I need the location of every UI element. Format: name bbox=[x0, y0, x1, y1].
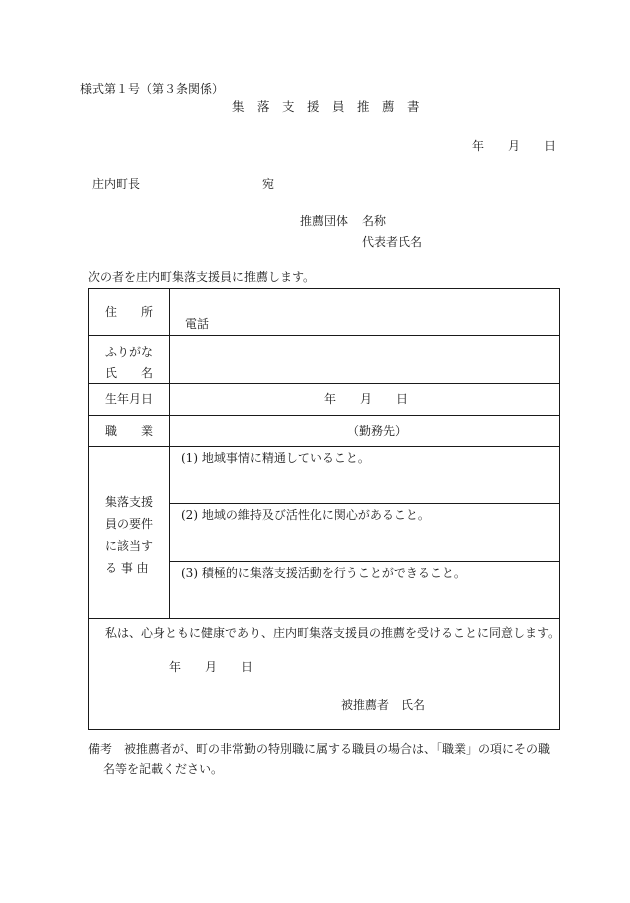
row-divider bbox=[169, 561, 559, 562]
row-divider bbox=[89, 618, 559, 619]
form-number: 様式第１号（第３条関係） bbox=[80, 82, 225, 96]
row-divider bbox=[169, 503, 559, 504]
consent-day: 日 bbox=[241, 660, 254, 674]
birth-day: 日 bbox=[396, 392, 409, 406]
furigana-label: ふりがな bbox=[105, 345, 154, 359]
recommender-org-label: 推薦団体 bbox=[300, 214, 349, 228]
addressee-name: 庄内町長 bbox=[92, 177, 141, 191]
column-divider bbox=[169, 289, 170, 618]
consent-statement: 私は、心身ともに健康であり、庄内町集落支援員の推薦を受けることに同意します。 bbox=[105, 626, 561, 640]
address-label: 住 所 bbox=[105, 305, 154, 319]
nominee-label: 被推薦者 bbox=[341, 698, 390, 712]
nominee-name-label: 氏名 bbox=[401, 698, 426, 712]
workplace-label: （勤務先） bbox=[347, 424, 408, 438]
row-divider bbox=[89, 415, 559, 416]
recommender-rep-label: 代表者氏名 bbox=[362, 235, 423, 249]
name-label: 氏 名 bbox=[105, 366, 154, 380]
remarks-line-2: 名等を記載ください。 bbox=[103, 762, 224, 776]
row-divider bbox=[89, 446, 559, 447]
consent-month: 月 bbox=[205, 660, 218, 674]
requirement-label-line: る 事 由 bbox=[105, 561, 149, 575]
requirement-label-line: 員の要件 bbox=[105, 517, 154, 531]
job-label: 職 業 bbox=[105, 424, 154, 438]
remarks bbox=[88, 739, 568, 779]
date-day: 日 bbox=[544, 139, 557, 153]
birth-label: 生年月日 bbox=[105, 392, 154, 406]
date-year: 年 bbox=[472, 139, 485, 153]
document-title: 集 落 支 援 員 推 薦 書 bbox=[232, 99, 420, 114]
date-month: 月 bbox=[508, 139, 521, 153]
remarks-line-1: 備考 被推薦者が、町の非常勤の特別職に属する職員の場合は、「職業」の項にその職 bbox=[88, 742, 551, 756]
birth-year: 年 bbox=[324, 392, 337, 406]
requirement-label-line: 集落支援 bbox=[105, 495, 154, 509]
requirement-item-3: (3) 積極的に集落支援活動を行うことができること。 bbox=[181, 566, 466, 580]
row-divider bbox=[89, 335, 559, 336]
addressee-suffix: 宛 bbox=[262, 177, 275, 191]
recommender-name-label: 名称 bbox=[362, 214, 387, 228]
consent-year: 年 bbox=[169, 660, 182, 674]
form-table bbox=[88, 288, 560, 730]
requirement-item-1: (1) 地域事情に精通していること。 bbox=[181, 451, 370, 465]
intro-text: 次の者を庄内町集落支援員に推薦します。 bbox=[88, 270, 316, 284]
requirement-item-2: (2) 地域の維持及び活性化に関心があること。 bbox=[181, 508, 430, 522]
row-divider bbox=[89, 383, 559, 384]
birth-month: 月 bbox=[360, 392, 373, 406]
requirement-label-line: に該当す bbox=[105, 539, 154, 553]
phone-label: 電話 bbox=[185, 317, 210, 331]
